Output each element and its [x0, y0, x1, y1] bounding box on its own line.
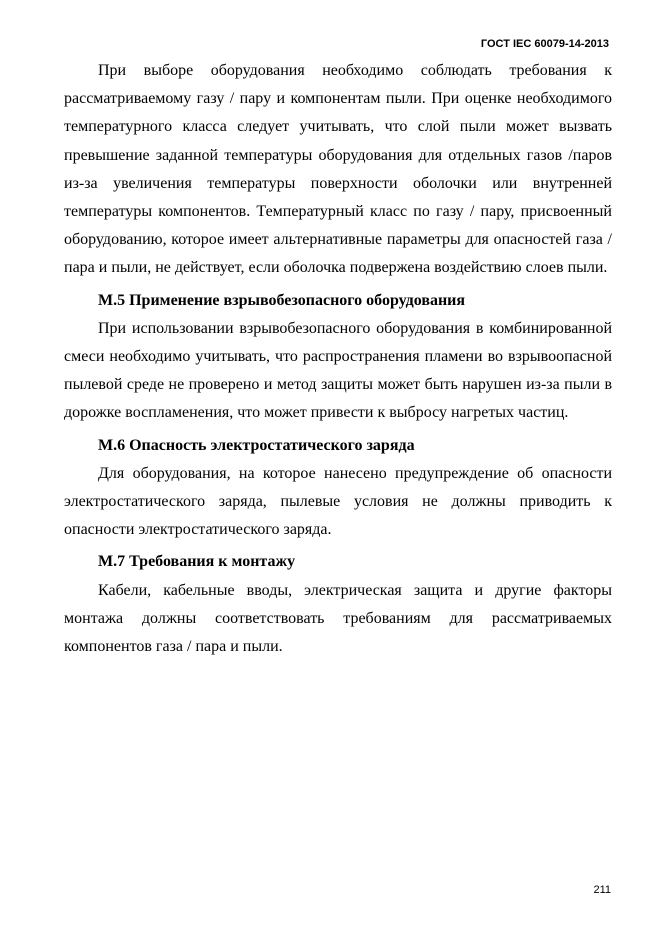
heading-section-m6: М.6 Опасность электростатического заряда: [98, 436, 415, 454]
page-number: 211: [593, 884, 611, 896]
paragraph-section-m5: При использовании взрывобезопасного оборудования в комбинированной смеси необходимо учитывать, что распространения пламени во взрывоопасной пылевой среде не проверено и метод защиты может быть нарушен из-за пыли в дорожке воспламенения, что может привести к выбросу нагретых частиц.: [64, 319, 612, 422]
paragraph-section-m7: Кабели, кабельные вводы, электрическая защита и другие факторы монтажа должны соответствовать требованиям для рассматриваемых компонентов газа / пара и пыли.: [64, 581, 612, 656]
document-code-header: ГОСТ IEC 60079-14-2013: [480, 38, 609, 50]
document-body: [64, 57, 612, 661]
heading-section-m7: М.7 Требования к монтажу: [98, 553, 296, 571]
paragraph-section-m6: Для оборудования, на которое нанесено предупреждение об опасности электростатического заряда, пылевые условия не должны приводить к опасности электростатического заряда.: [64, 464, 612, 539]
heading-section-m5: М.5 Применение взрывобезопасного оборудования: [98, 291, 466, 309]
paragraph-temperature-class: При выборе оборудования необходимо соблюдать требования к рассматриваемому газу / пару и компонентам пыли. При оценке необходимого температурного класса следует учитывать, что слой пыли может вызвать превышение заданной температуры оборудования для отдельных газов /паров из-за увеличения температуры поверхности оболочки или внутренней температуры компонентов. Температурный класс по газу / пару, присвоенный оборудованию, которое имеет альтернативные параметры для опасностей газа / пара и пыли, не действует, если оболочка подвержена воздействию слоев пыли.: [64, 62, 612, 277]
